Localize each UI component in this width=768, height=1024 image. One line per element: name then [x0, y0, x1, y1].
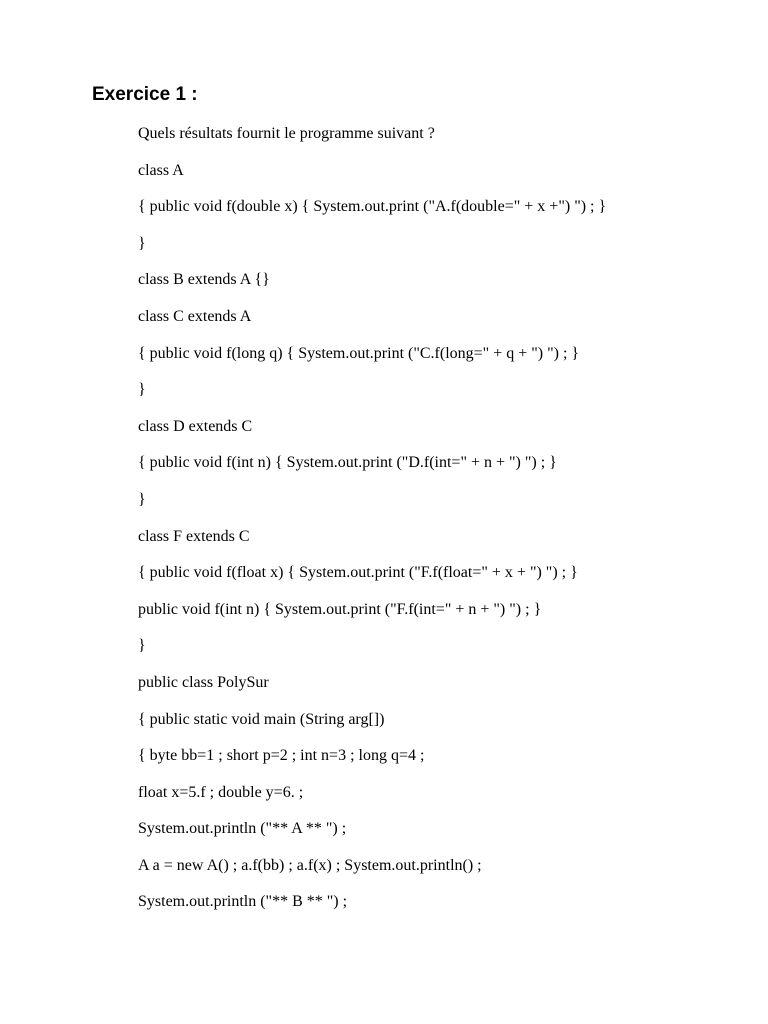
code-line: public class PolySur	[138, 673, 269, 691]
code-line: class B extends A {}	[138, 271, 270, 289]
code-line: public void f(int n) { System.out.print ("F.f(int=" + n + ") ") ; }	[138, 600, 542, 618]
code-line: { public static void main (String arg[])	[138, 710, 385, 728]
code-line: { public void f(float x) { System.out.print ("F.f(float=" + x + ") ") ; }	[138, 564, 578, 582]
code-line: class A	[138, 161, 184, 179]
exercise-title: Exercice 1 :	[92, 84, 198, 105]
code-line: { public void f(double x) { System.out.print ("A.f(double=" + x +") ") ; }	[138, 198, 607, 216]
text-line: Quels résultats fournit le programme suivant ?	[138, 125, 435, 142]
code-line: System.out.println ("** A ** ") ;	[138, 820, 347, 838]
code-line: class D extends C	[138, 417, 253, 435]
code-line: class F extends C	[138, 527, 250, 545]
code-line: A a = new A() ; a.f(bb) ; a.f(x) ; System.out.println() ;	[138, 856, 482, 874]
code-line: }	[138, 234, 146, 252]
code-line: { public void f(long q) { System.out.print ("C.f(long=" + q + ") ") ; }	[138, 344, 580, 362]
code-line: }	[138, 490, 146, 508]
code-line: System.out.println ("** B ** ") ;	[138, 893, 348, 911]
code-line: { public void f(int n) { System.out.print ("D.f(int=" + n + ") ") ; }	[138, 454, 557, 472]
exercise-text	[138, 122, 606, 927]
code-line: class C extends A	[138, 307, 252, 325]
code-line: }	[138, 381, 146, 399]
code-line: }	[138, 637, 146, 655]
code-line: { byte bb=1 ; short p=2 ; int n=3 ; long q=4 ;	[138, 747, 425, 765]
code-line: float x=5.f ; double y=6. ;	[138, 783, 304, 801]
